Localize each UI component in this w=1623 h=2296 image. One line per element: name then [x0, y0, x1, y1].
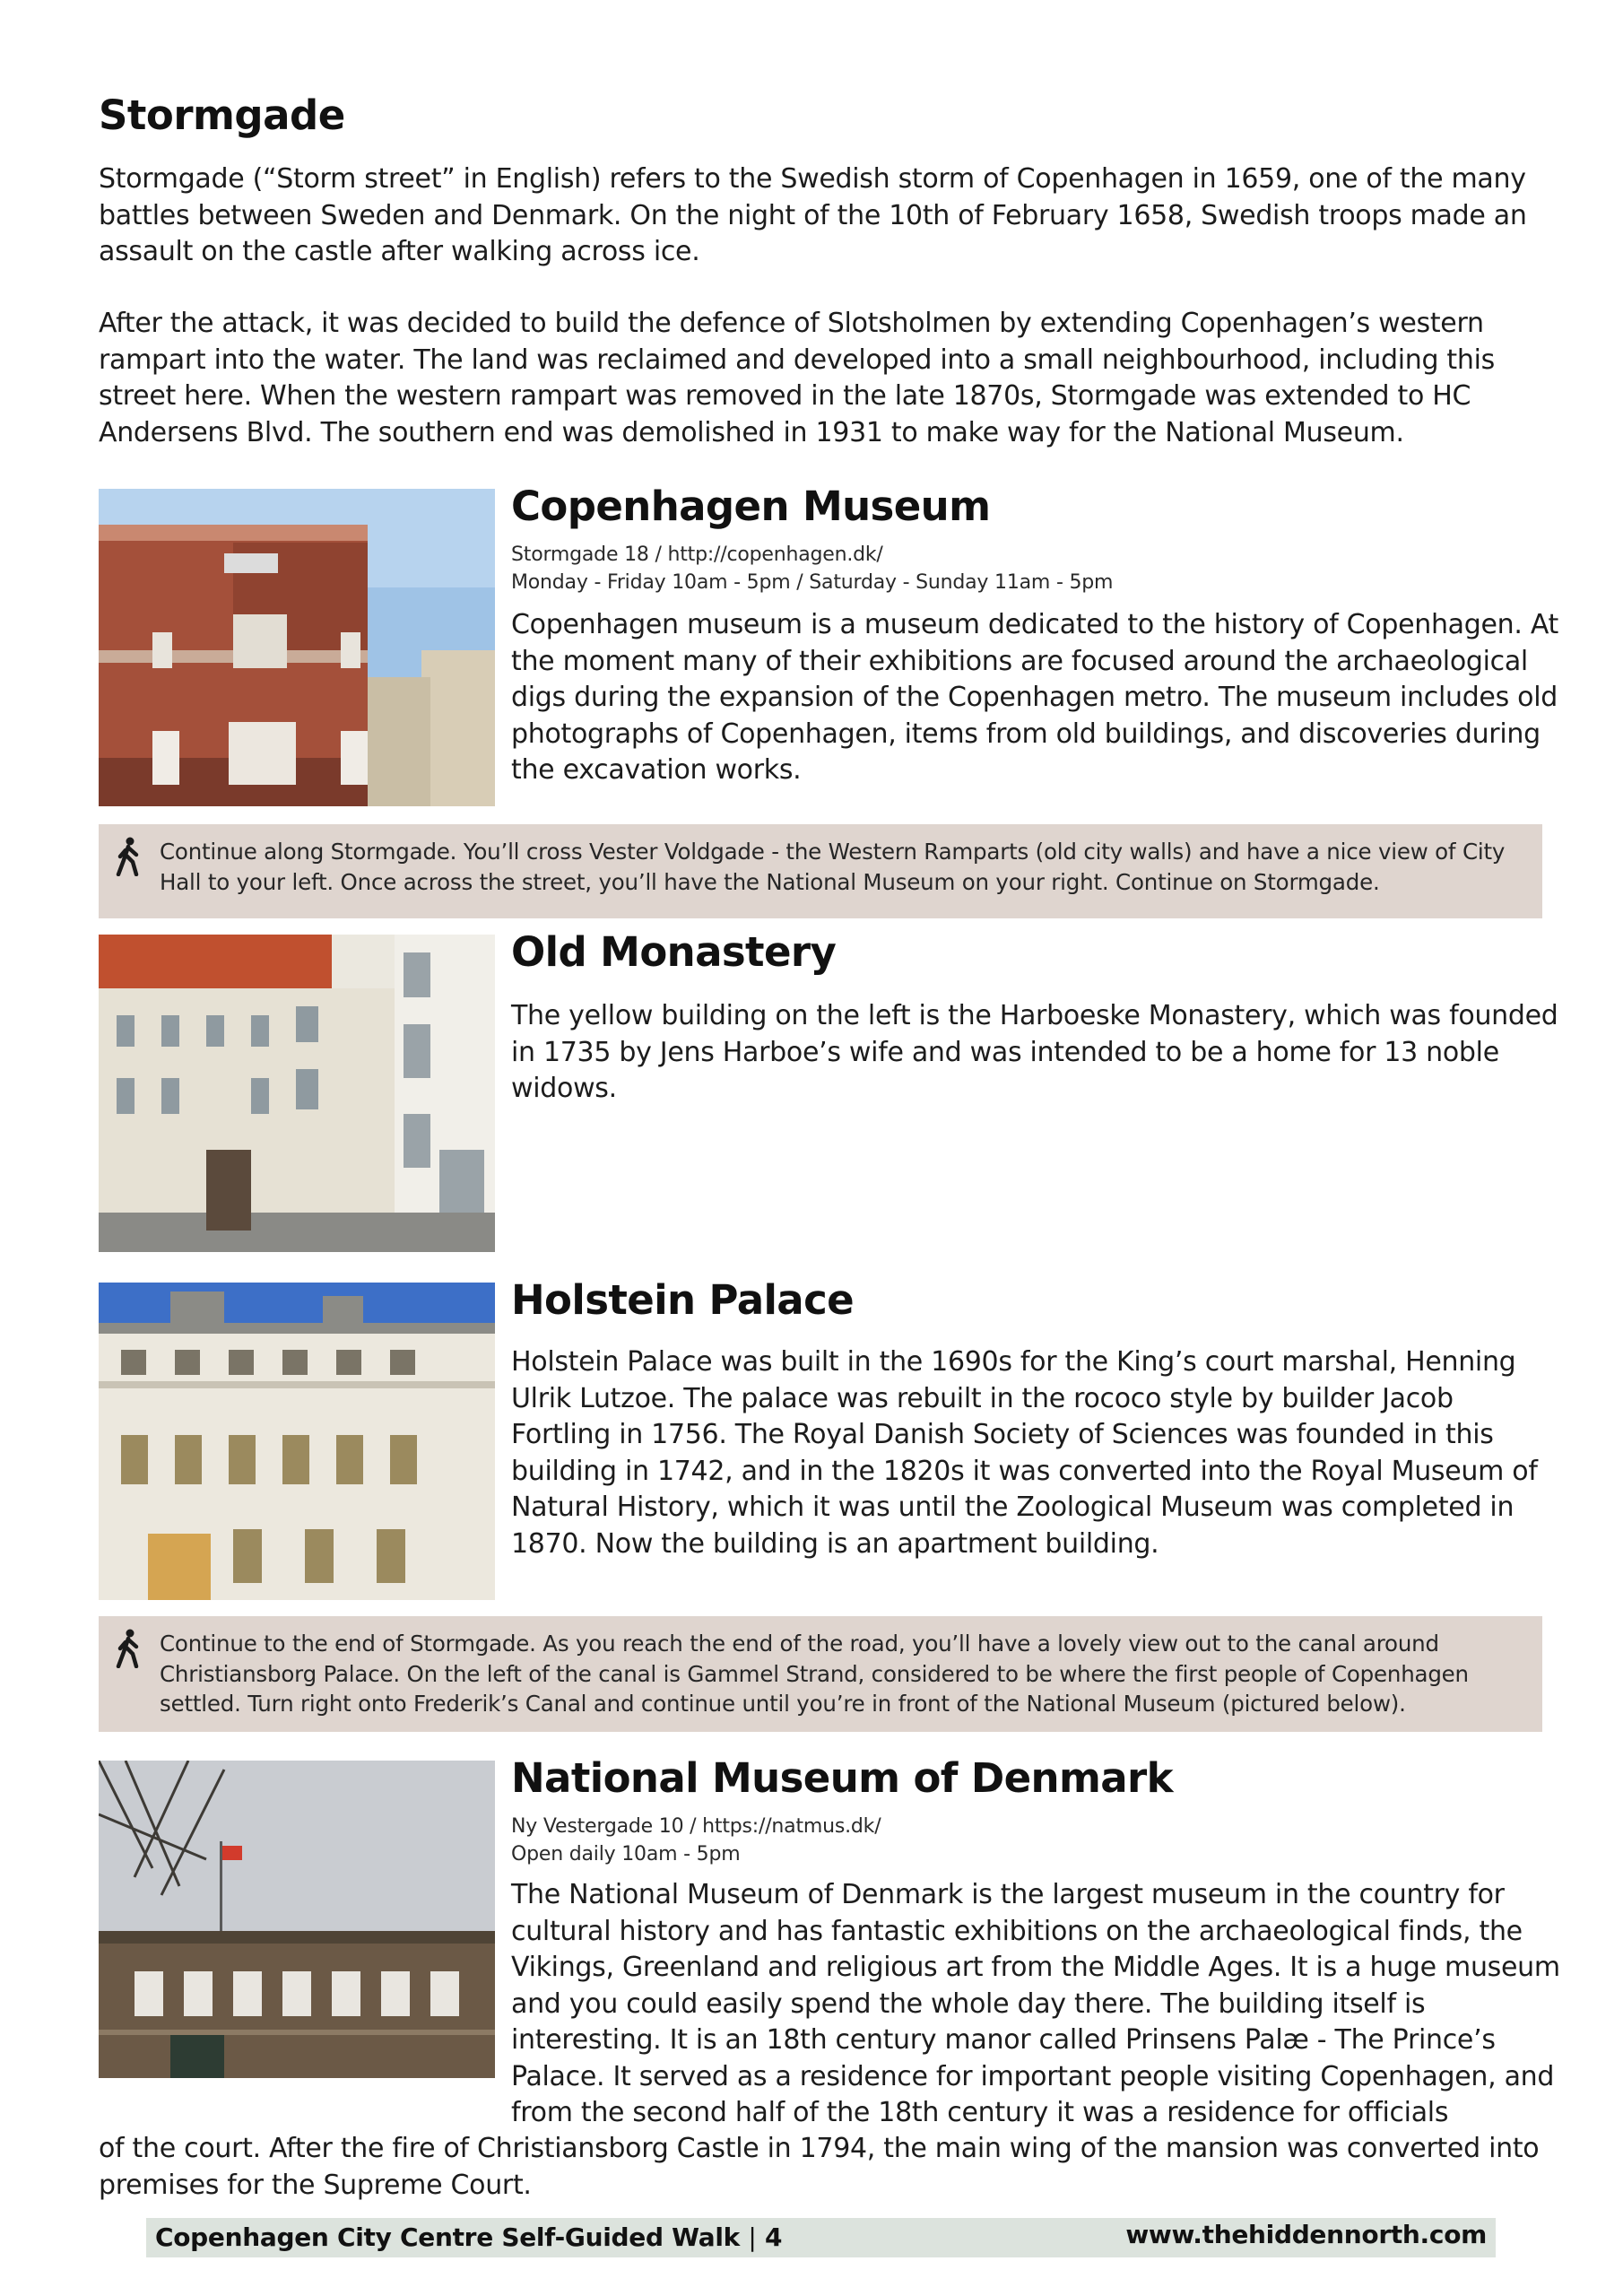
- footer-guide-name: Copenhagen City Centre Self-Guided Walk: [155, 2222, 740, 2252]
- photo-national-museum: [99, 1761, 495, 2078]
- walking-directions-box-1: [99, 824, 1542, 918]
- photo-holstein-palace: [99, 1283, 495, 1600]
- photo-copenhagen-museum: [99, 489, 495, 806]
- walking-directions-text-2: Continue to the end of Stormgade. As you reach the end of the road, you’ll have a lovely view out to the canal around Christiansborg Palace. On the left of the canal is Gammel Strand, considered to be where the first people of Copenhagen settled. Turn right onto Frederik’s Canal and continue until you’re in front of the National Museum (pictured below).: [160, 1631, 1469, 1717]
- footer-guide-title: [155, 2222, 782, 2252]
- section-title-old-monastery: Old Monastery: [511, 928, 837, 976]
- footer-website-link[interactable]: www.thehiddennorth.com: [1125, 2220, 1487, 2249]
- national-museum-hours: Open daily 10am - 5pm: [511, 1843, 741, 1866]
- intro-paragraph-1: Stormgade (“Storm street” in English) refers to the Swedish storm of Copenhagen in 1659, one of the many battles between Sweden and Denmark. On the night of the 10th of February 1658, Swedish troops made an assault on the castle after walking across ice.: [99, 163, 1527, 267]
- national-museum-description: The National Museum of Denmark is the largest museum in the country for cultural history and has fantastic exhibitions on the archaeological finds, the Vikings, Greenland and religious art from the Middle Ages. It is a huge museum and you could easily spend the whole day there. The building itself is interesting. It is an 18th century manor called Prinsens Palæ - The Prince’s Palace. It served as a residence for important people visiting Copenhagen, and from the second half of the 18th century it was a residence for officials: [511, 1879, 1560, 2128]
- footer-page-number: 4: [764, 2222, 783, 2252]
- section-title-stormgade: Stormgade: [99, 91, 345, 139]
- walking-directions-text-1: Continue along Stormgade. You’ll cross Vester Voldgade - the Western Ramparts (old city walls) and have a nice view of City Hall to your left. Once across the street, you’ll have the National Museum on your right. Continue on Stormgade.: [160, 839, 1506, 895]
- old-monastery-description: The yellow building on the left is the Harboeske Monastery, which was founded in 1735 by Jens Harboe’s wife and was intended to be a home for 13 noble widows.: [511, 1000, 1558, 1104]
- footer-bar: [146, 2218, 1496, 2257]
- walking-directions-box-2: [99, 1616, 1542, 1732]
- copenhagen-museum-hours: Monday - Friday 10am - 5pm / Saturday - Sunday 11am - 5pm: [511, 571, 1114, 594]
- section-title-holstein-palace: Holstein Palace: [511, 1276, 855, 1324]
- copenhagen-museum-address: Stormgade 18 / http://copenhagen.dk/: [511, 544, 883, 566]
- section-title-copenhagen-museum: Copenhagen Museum: [511, 483, 991, 530]
- photo-old-monastery: [99, 935, 495, 1252]
- national-museum-description-continued: of the court. After the fire of Christiansborg Castle in 1794, the main wing of the mansion was converted into premises for the Supreme Court.: [99, 2133, 1540, 2201]
- intro-paragraph-2: After the attack, it was decided to build the defence of Slotsholmen by extending Copenhagen’s western rampart into the water. The land was reclaimed and developed into a small neighbourhood, including this street here. When the western rampart was removed in the late 1870s, Stormgade was extended to HC Andersens Blvd. The southern end was demolished in 1931 to make way for the National Museum.: [99, 308, 1495, 448]
- walking-person-icon: [115, 1629, 142, 1668]
- section-title-national-museum: National Museum of Denmark: [511, 1754, 1173, 1802]
- holstein-palace-description: Holstein Palace was built in the 1690s for the King’s court marshal, Henning Ulrik Lutzoe. The palace was rebuilt in the rococo style by builder Jacob Fortling in 1756. The Royal Danish Society of Sciences was founded in this building in 1742, and in the 1820s it was converted into the Royal Museum of Natural History, which it was until the Zoological Museum was completed in 1870. Now the building is an apartment building.: [511, 1346, 1538, 1560]
- national-museum-address: Ny Vestergade 10 / https://natmus.dk/: [511, 1815, 881, 1838]
- walking-person-icon: [115, 837, 142, 876]
- copenhagen-museum-description: Copenhagen museum is a museum dedicated to the history of Copenhagen. At the moment many of their exhibitions are focused around the archaeological digs during the expansion of the Copenhagen metro. The museum includes old photographs of Copenhagen, items from old buildings, and discoveries during the excavation works.: [511, 609, 1558, 786]
- footer-separator: |: [748, 2222, 757, 2252]
